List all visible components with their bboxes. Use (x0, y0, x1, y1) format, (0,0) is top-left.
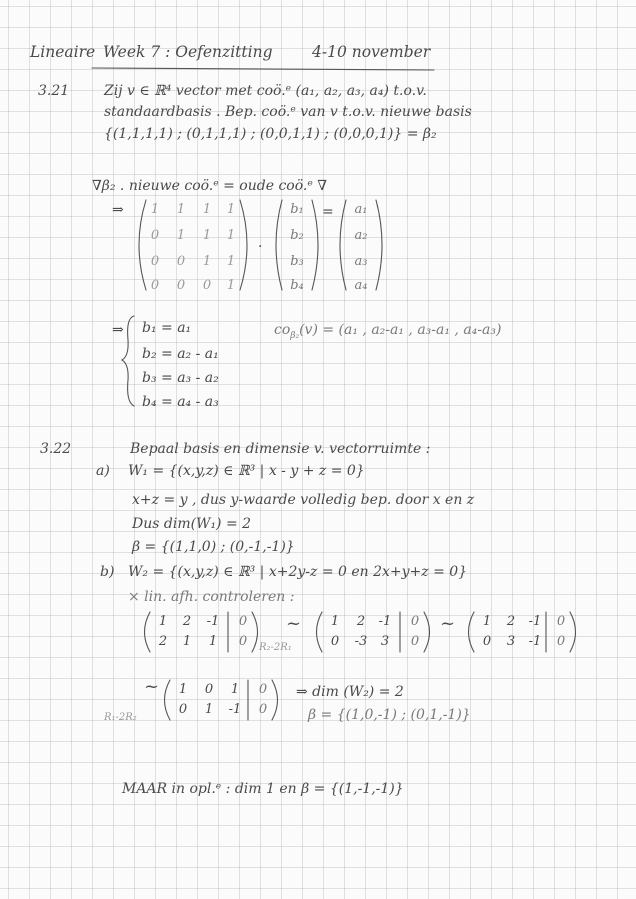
vector-a-entry: a₂ (354, 228, 368, 243)
vecb-right-paren (312, 200, 318, 290)
m1-left-paren (145, 612, 151, 652)
vector-b-entry: b₃ (290, 254, 304, 269)
m3-cell: 0 (482, 634, 492, 649)
ex321-line1: Zij v ∈ ℝ⁴ vector met coö.ᵉ (a₁, a₂, a₃, a₄) t.o.v. (104, 83, 427, 99)
m2-cell: 0 (330, 634, 340, 649)
m4-cell: 0 (178, 702, 188, 717)
tilde-2: ~ (440, 613, 456, 634)
m2-left-paren (317, 612, 323, 652)
m2-cell: 1 (330, 614, 340, 629)
header-underline (92, 68, 434, 70)
system-arrow: ⇒ (112, 322, 124, 338)
session-title: Week 7 : Oefenzitting (103, 43, 273, 61)
m4-cell: 1 (178, 682, 188, 697)
row-operation-1: R₂-2R₁ (259, 642, 292, 653)
m2-cell: 3 (380, 634, 390, 649)
m3-cell: 1 (482, 614, 492, 629)
m2-cell: 0 (410, 614, 420, 629)
course-title: Lineaire (30, 43, 96, 61)
m4-cell: 1 (230, 682, 240, 697)
matrix-cell: 1 (202, 228, 212, 243)
m1-cell: 1 (158, 614, 168, 629)
matrix-cell: 0 (176, 278, 186, 293)
ex321-line2: standaardbasis . Bep. coö.ᵉ van v t.o.v. nieuwe basis (104, 104, 472, 120)
m4-cell: 0 (258, 702, 268, 717)
ex322-intro: Bepaal basis en dimensie v. vectorruimte : (130, 441, 431, 457)
vector-a-entry: a₁ (354, 202, 368, 217)
co-label: co (274, 322, 291, 338)
m3-cell: 3 (506, 634, 516, 649)
row-operation-2: R₁-2R₂ (104, 712, 137, 723)
part-b-definition: W₂ = {(x,y,z) ∈ ℝ³ | x+2y-z = 0 en 2x+y+z = 0} (128, 564, 468, 580)
part-a-line1: x+z = y , dus y-waarde volledig bep. door x en z (132, 492, 475, 508)
ex321-rule: ∇β₂ . nieuwe coö.ᵉ = oude coö.ᵉ ∇ (92, 178, 327, 194)
exercise-number-3-22: 3.22 (40, 441, 72, 457)
tilde-1: ~ (286, 613, 302, 634)
matrix-cell: 1 (226, 228, 236, 243)
m1-cell: 1 (208, 634, 218, 649)
m2-cell: 2 (356, 614, 366, 629)
dot-operator: · (258, 239, 263, 255)
m1-cell: 0 (238, 614, 248, 629)
vector-b-entry: b₂ (290, 228, 304, 243)
m2-cell: -1 (378, 614, 392, 629)
m4-cell: 0 (258, 682, 268, 697)
m4-cell: 1 (204, 702, 214, 717)
result-dimension: ⇒ dim (W₂) = 2 (296, 684, 404, 700)
system-equation: b₃ = a₃ - a₂ (142, 370, 219, 386)
m3-left-paren (469, 612, 475, 652)
m1-cell: 2 (182, 614, 192, 629)
exercise-number-3-21: 3.21 (38, 83, 70, 99)
matrix-cell: 1 (226, 202, 236, 217)
matrix-cell: 1 (150, 202, 160, 217)
m1-cell: 0 (238, 634, 248, 649)
system-equation: b₂ = a₂ - a₁ (142, 346, 219, 362)
matrix-cell: 0 (176, 254, 186, 269)
matrix-cell: 1 (202, 202, 212, 217)
m4-cell: 0 (204, 682, 214, 697)
tilde-3: ~ (144, 676, 160, 697)
co-result: (v) = (a₁ , a₂-a₁ , a₃-a₁ , a₄-a₃) (299, 322, 502, 338)
m1-cell: 1 (182, 634, 192, 649)
part-a-definition: W₁ = {(x,y,z) ∈ ℝ³ | x - y + z = 0} (128, 463, 365, 479)
part-b-note: × lin. afh. controleren : (128, 589, 295, 605)
matrix-cell: 1 (176, 202, 186, 217)
vector-b-entry: b₄ (290, 278, 304, 293)
coordinate-result (274, 322, 501, 344)
vecb-left-paren (276, 200, 282, 290)
part-a-line2: Dus dim(W₁) = 2 (132, 516, 252, 532)
system-equation: b₁ = a₁ (142, 320, 192, 336)
m3-cell: -1 (528, 634, 542, 649)
co-subscript: β₂ (290, 330, 300, 341)
solution-note: MAAR in opl.ᵉ : dim 1 en β = {(1,-1,-1)} (122, 781, 404, 797)
part-b-label: b) (100, 564, 115, 580)
vector-a-entry: a₄ (354, 278, 368, 293)
m4-cell: -1 (228, 702, 242, 717)
matrix-cell: 0 (150, 254, 160, 269)
part-a-label: a) (96, 463, 110, 479)
m3-cell: 2 (506, 614, 516, 629)
matrix-cell: 1 (202, 254, 212, 269)
matrix-cell: 0 (202, 278, 212, 293)
matrix-cell: 1 (176, 228, 186, 243)
system-equation: b₄ = a₄ - a₃ (142, 394, 219, 410)
veca-right-paren (376, 200, 382, 290)
m2-cell: -3 (354, 634, 368, 649)
ex321-line3: {(1,1,1,1) ; (0,1,1,1) ; (0,0,1,1) ; (0,0,0,1)} = β₂ (104, 126, 437, 142)
matrix-cell: 1 (226, 278, 236, 293)
veca-left-paren (340, 200, 346, 290)
matrix-cell: 0 (150, 278, 160, 293)
matrix-cell: 1 (226, 254, 236, 269)
result-basis: β = {(1,0,-1) ; (0,1,-1)} (308, 707, 471, 723)
part-a-line3: β = {(1,1,0) ; (0,-1,-1)} (132, 539, 295, 555)
m1-cell: -1 (206, 614, 220, 629)
m3-cell: -1 (528, 614, 542, 629)
vector-a-entry: a₃ (354, 254, 368, 269)
matrix-cell: 0 (150, 228, 160, 243)
m2-cell: 0 (410, 634, 420, 649)
vector-b-entry: b₁ (290, 202, 304, 217)
m1-cell: 2 (158, 634, 168, 649)
m3-cell: 0 (556, 614, 566, 629)
m3-cell: 0 (556, 634, 566, 649)
implies-arrow: ⇒ (112, 202, 124, 218)
session-date: 4-10 november (312, 43, 431, 61)
m4-left-paren (165, 680, 171, 720)
equals-sign: = (322, 204, 334, 220)
